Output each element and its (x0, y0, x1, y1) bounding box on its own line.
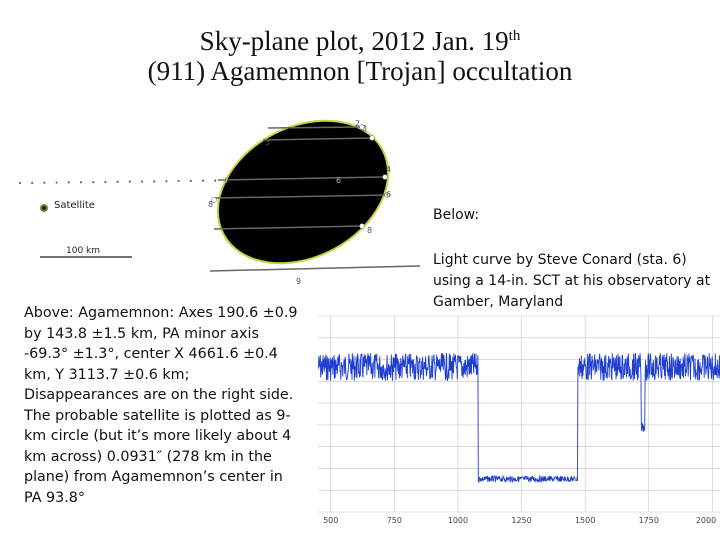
title-line-2: (911) Agamemnon [Trojan] occultation (147, 56, 573, 86)
chord-label: 8 (367, 226, 373, 235)
chord-label: 2 (355, 119, 361, 128)
track-dot (165, 180, 167, 182)
satellite-label: Satellite (54, 200, 95, 211)
track-dot (31, 182, 33, 184)
x-tick-label: 500 (323, 516, 339, 525)
below-label: Below: (433, 207, 480, 223)
chord-label: 4 (386, 165, 392, 174)
light-curve-caption: Light curve by Steve Conard (sta. 6) using a 14-in. SCT at his observatory at Gamber, Maryland (433, 252, 711, 310)
chord-label: 6 (336, 176, 342, 185)
sky-plot-caption: Above: Agamemnon: Axes 190.6 ±0.9 by 143.8 ±1.5 km, PA minor axis -69.3° ±1.3°, center X 4661.6 ±0.4 km, Y 3113.7 ±0.6 km; Disappearances are on the right side. The probable satellite is plotted as 9-km circle (but it’s more likely about 4 km across) 0.0931″ (278 km in the plane) from Agamemnon’s center in PA 93.8° (24, 305, 298, 506)
chord-label: 3 (362, 124, 368, 133)
track-dot (68, 181, 70, 183)
x-tick-label: 1250 (511, 516, 532, 525)
title-line-1: Sky-plane plot, 2012 Jan. 19th (199, 26, 521, 56)
chart-background (318, 312, 720, 530)
x-tick-label: 750 (386, 516, 402, 525)
x-tick-label: 1500 (574, 516, 596, 525)
sky-plane-plot (0, 110, 420, 290)
chord-label: 4 (223, 176, 229, 185)
chord-label: 8 (208, 200, 214, 209)
track-dot (190, 180, 192, 182)
track-dot (19, 182, 21, 184)
track-dot (202, 180, 204, 182)
track-dot (129, 181, 131, 183)
track-dot (104, 181, 106, 183)
x-tick-label: 1750 (638, 516, 659, 525)
track-dot (117, 181, 119, 183)
scale-label: 100 km (66, 246, 101, 256)
x-tick-label: 2000 (695, 516, 717, 525)
track-dot (43, 182, 45, 184)
chord-label: 6 (386, 190, 392, 199)
track-dot (153, 180, 155, 182)
track-dot (214, 180, 216, 182)
asteroid-ellipse (193, 110, 413, 290)
chord-label: 9 (296, 277, 302, 286)
track-dot (141, 180, 143, 182)
satellite-track (19, 180, 216, 185)
track-dot (92, 181, 94, 183)
track-dot (56, 181, 58, 183)
light-curve-chart (318, 312, 720, 530)
track-dot (80, 181, 82, 183)
track-dot (178, 180, 180, 182)
satellite-marker (40, 204, 48, 212)
chord-label: 3 (265, 138, 271, 147)
x-tick-label: 1000 (447, 516, 469, 525)
